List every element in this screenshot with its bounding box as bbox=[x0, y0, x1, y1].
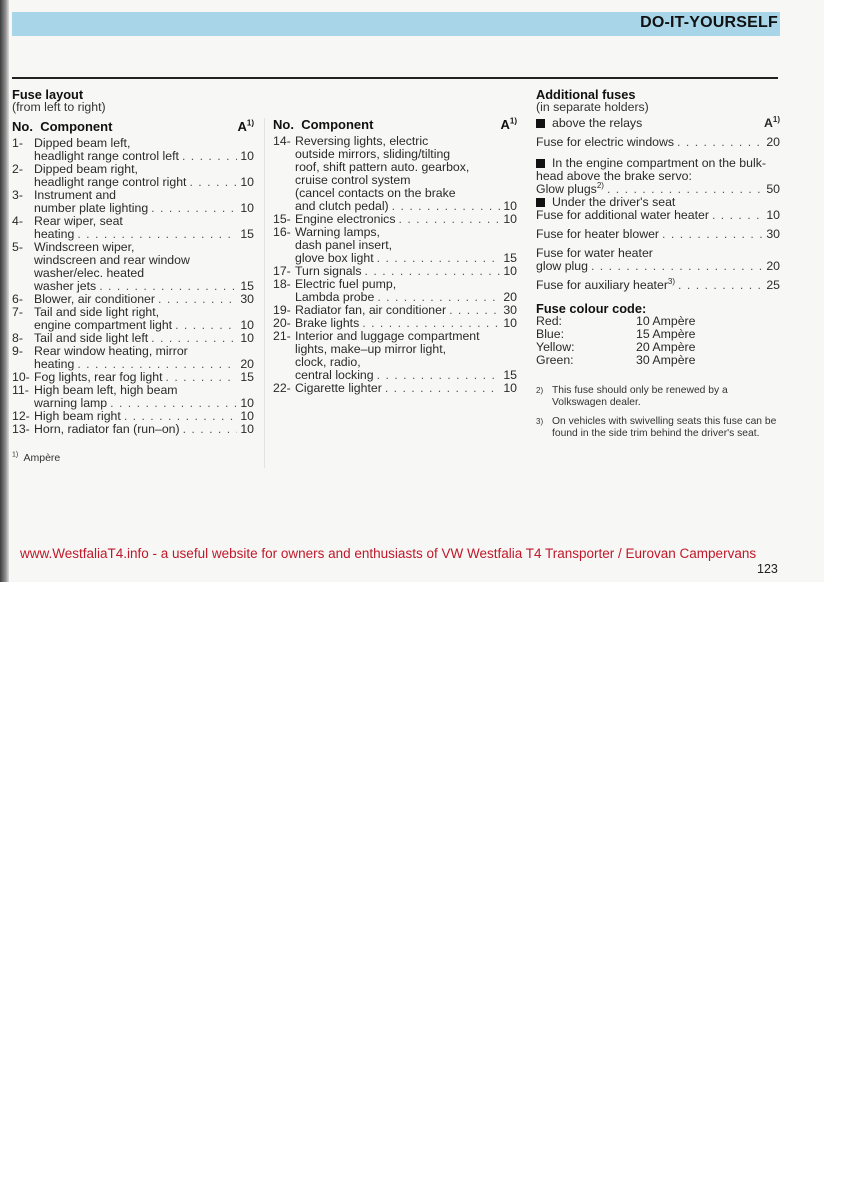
fuse-item bbox=[273, 278, 517, 304]
colour-code-title: Fuse colour code: bbox=[536, 301, 647, 316]
bullet-icon bbox=[536, 198, 545, 207]
aux-heater-amp: 25 bbox=[766, 278, 780, 292]
fuse-text-line: cruise control system bbox=[295, 173, 411, 187]
fuse-number: 18- bbox=[273, 277, 291, 291]
fuse-item bbox=[12, 384, 254, 410]
colour-name: Yellow: bbox=[536, 340, 575, 354]
fuse-number: 14- bbox=[273, 134, 291, 148]
footnote-text: Ampère bbox=[23, 452, 61, 464]
fuse-number: 1- bbox=[12, 136, 23, 150]
fuse-number: 9- bbox=[12, 344, 23, 358]
fuse-description bbox=[295, 226, 517, 265]
fuse-number: 3- bbox=[12, 188, 23, 202]
fuse-component: Horn, radiator fan (run–on) bbox=[34, 422, 180, 436]
fuse-component: and clutch pedal) bbox=[295, 199, 389, 213]
fuse-component: glove box light bbox=[295, 251, 374, 265]
bullet-icon bbox=[536, 119, 545, 128]
website-footer-link[interactable]: www.WestfaliaT4.info - a useful website for owners and enthusiasts of VW Westfalia T4 Transporter / Eurovan Campervans bbox=[20, 546, 757, 561]
fuse-list-left bbox=[12, 137, 254, 436]
fuse-description bbox=[295, 135, 517, 213]
fuse-component: High beam right bbox=[34, 409, 121, 423]
fuse-component: Radiator fan, air conditioner bbox=[295, 303, 447, 317]
header-amp-footnote: 1) bbox=[246, 118, 254, 128]
fuse-item bbox=[273, 330, 517, 382]
fuse-description bbox=[295, 278, 517, 304]
fuse-component: headlight range control left bbox=[34, 149, 179, 163]
additional-fuses-subtitle: (in separate holders) bbox=[536, 100, 649, 114]
engine-bay-label: In the engine compartment on the bulk-head above the brake servo: bbox=[536, 156, 766, 183]
fuse-component: warning lamp bbox=[34, 396, 108, 410]
fuse-row-heater-blower bbox=[536, 228, 780, 241]
bullet-icon bbox=[536, 159, 545, 168]
aux-heater-label: Fuse for auxiliary heater bbox=[536, 278, 668, 292]
leader-dots bbox=[398, 213, 500, 226]
fuse-rating: 10 bbox=[503, 316, 517, 330]
fuse-row-aux-heater bbox=[536, 276, 780, 292]
fuse-number: 15- bbox=[273, 212, 291, 226]
fuse-number: 21- bbox=[273, 329, 291, 343]
fuse-number: 22- bbox=[273, 381, 291, 395]
additional-fuses-title: Additional fuses bbox=[536, 87, 636, 102]
fuse-text-line: Dipped beam left, bbox=[34, 136, 131, 150]
fuse-number: 8- bbox=[12, 331, 23, 345]
water-heater-amp: 10 bbox=[766, 208, 780, 222]
fuse-rating: 10 bbox=[240, 409, 254, 423]
fuse-rating: 10 bbox=[240, 201, 254, 215]
fuse-number: 7- bbox=[12, 305, 23, 319]
footnote-ampere bbox=[12, 452, 254, 465]
fuse-item bbox=[12, 306, 254, 332]
fuse-text-line: (cancel contacts on the brake bbox=[295, 186, 456, 200]
fuse-text-line: washer/elec. heated bbox=[34, 266, 145, 280]
relays-label: above the relays bbox=[552, 116, 643, 130]
fuse-number: 4- bbox=[12, 214, 23, 228]
fuse-rating: 20 bbox=[240, 357, 254, 371]
fuse-component: Cigarette lighter bbox=[295, 381, 382, 395]
fuse-text-line: Rear window heating, mirror bbox=[34, 344, 188, 358]
header-label bbox=[273, 118, 373, 131]
header-amp-footnote: 1) bbox=[509, 116, 517, 126]
fuse-description bbox=[295, 382, 517, 395]
footnote-mark: 3) bbox=[536, 417, 544, 426]
footnote-text: This fuse should only be renewed by a Volkswagen dealer. bbox=[552, 385, 728, 408]
header-no: No. bbox=[12, 119, 33, 134]
fuse-number: 19- bbox=[273, 303, 291, 317]
header-amp-letter: A bbox=[237, 119, 247, 134]
leader-dots bbox=[677, 136, 763, 149]
aux-heater-label-wrap bbox=[536, 276, 676, 292]
fuse-item bbox=[12, 345, 254, 371]
fuse-component: number plate lighting bbox=[34, 201, 149, 215]
leader-dots bbox=[151, 202, 237, 215]
leader-dots bbox=[385, 382, 500, 395]
heater-blower-amp: 30 bbox=[766, 227, 780, 241]
fuse-layout-left-column bbox=[12, 88, 254, 465]
colour-name: Red: bbox=[536, 314, 562, 328]
fuse-rating: 10 bbox=[240, 149, 254, 163]
fuse-rating: 30 bbox=[240, 292, 254, 306]
fuse-text-line: High beam left, high beam bbox=[34, 383, 178, 397]
colour-code-row bbox=[536, 354, 780, 367]
relays-heading bbox=[536, 114, 780, 130]
fuse-list-right bbox=[273, 135, 517, 395]
fuse-rating: 10 bbox=[503, 381, 517, 395]
fuse-layout-subtitle: (from left to right) bbox=[12, 100, 106, 114]
leader-dots bbox=[158, 293, 237, 306]
drivers-seat-label: Under the driver's seat bbox=[552, 195, 676, 209]
additional-amp-letter: A bbox=[763, 116, 773, 130]
fuse-description bbox=[34, 384, 254, 410]
fuse-description bbox=[34, 306, 254, 332]
fuse-description bbox=[34, 423, 254, 436]
leader-dots bbox=[189, 176, 237, 189]
table-header bbox=[12, 120, 254, 133]
footnote-item bbox=[536, 385, 780, 409]
fuse-component: Engine electronics bbox=[295, 212, 396, 226]
leader-dots bbox=[183, 423, 237, 436]
fuse-component: heating bbox=[34, 227, 75, 241]
leader-dots bbox=[377, 369, 500, 382]
additional-amp-header bbox=[763, 114, 780, 130]
fuse-text-line: lights, make–up mirror light, bbox=[295, 342, 447, 356]
fuse-description bbox=[34, 137, 254, 163]
footnote-mark: 1) bbox=[12, 451, 19, 459]
fuse-component: Turn signals bbox=[295, 264, 362, 278]
glow-plugs-label: Glow plugs bbox=[536, 182, 597, 196]
colour-rating: 15 Ampère bbox=[636, 327, 696, 341]
fuse-number: 2- bbox=[12, 162, 23, 176]
header-rule bbox=[12, 77, 778, 79]
fuse-rating: 30 bbox=[503, 303, 517, 317]
electric-windows-amp: 20 bbox=[766, 135, 780, 149]
fuse-component: heating bbox=[34, 357, 75, 371]
fuse-rating: 10 bbox=[240, 396, 254, 410]
fuse-item bbox=[273, 382, 517, 395]
fuse-text-line: Warning lamps, bbox=[295, 225, 380, 239]
fuse-description bbox=[34, 163, 254, 189]
fuse-text-line: Dipped beam right, bbox=[34, 162, 138, 176]
section-title: DO-IT-YOURSELF bbox=[640, 14, 778, 31]
leader-dots bbox=[377, 252, 500, 265]
glow-plugs-amp: 50 bbox=[766, 182, 780, 196]
header-no: No. bbox=[273, 117, 294, 132]
fuse-component: Brake lights bbox=[295, 316, 360, 330]
fuse-description bbox=[295, 330, 517, 382]
fuse-description bbox=[34, 189, 254, 215]
fuse-item bbox=[12, 423, 254, 436]
fuse-rating: 15 bbox=[503, 251, 517, 265]
fuse-rating: 10 bbox=[240, 422, 254, 436]
table-header bbox=[273, 118, 517, 131]
fuse-component: engine compartment light bbox=[34, 318, 173, 332]
fuse-description bbox=[34, 241, 254, 293]
fuse-rating: 10 bbox=[503, 264, 517, 278]
fuse-rating: 10 bbox=[240, 175, 254, 189]
fuse-number: 6- bbox=[12, 292, 23, 306]
page-binding-shadow bbox=[0, 0, 9, 582]
fuse-last-line bbox=[34, 423, 254, 436]
fuse-description bbox=[34, 345, 254, 371]
leader-dots bbox=[110, 397, 237, 410]
engine-bay-heading bbox=[536, 157, 780, 183]
fuse-rating: 10 bbox=[240, 318, 254, 332]
colour-rating: 30 Ampère bbox=[636, 353, 696, 367]
fuse-rating: 10 bbox=[503, 212, 517, 226]
fuse-rating: 15 bbox=[240, 279, 254, 293]
fuse-item bbox=[273, 135, 517, 213]
fuse-layout-right-column bbox=[273, 118, 517, 395]
fuse-item bbox=[273, 226, 517, 265]
fuse-rating: 10 bbox=[240, 331, 254, 345]
fuse-component: headlight range control right bbox=[34, 175, 187, 189]
fuse-text-line: Rear wiper, seat bbox=[34, 214, 123, 228]
footnote-item bbox=[536, 416, 780, 440]
colour-name: Blue: bbox=[536, 327, 565, 341]
leader-dots bbox=[392, 200, 500, 213]
electric-windows-label: Fuse for electric windows bbox=[536, 135, 675, 149]
header-amp-letter: A bbox=[500, 117, 510, 132]
fuse-text-line: Instrument and bbox=[34, 188, 117, 202]
fuse-layout-title: Fuse layout bbox=[12, 87, 84, 102]
fuse-item bbox=[12, 163, 254, 189]
fuse-number: 16- bbox=[273, 225, 291, 239]
leader-dots bbox=[591, 260, 763, 273]
relays-label-wrap bbox=[536, 117, 642, 130]
leader-dots bbox=[712, 209, 763, 222]
fuse-text-line: Electric fuel pump, bbox=[295, 277, 397, 291]
colour-rating: 10 Ampère bbox=[636, 314, 696, 328]
additional-amp-footnote: 1) bbox=[772, 114, 780, 124]
fuse-component: washer jets bbox=[34, 279, 97, 293]
header-component: Component bbox=[301, 117, 374, 132]
water-heater-glow-line: Fuse for water heater bbox=[536, 246, 653, 260]
leader-dots bbox=[678, 279, 763, 292]
fuse-row-water-heater bbox=[536, 209, 780, 222]
fuse-rating: 10 bbox=[503, 199, 517, 213]
glow-plugs-footnote: 2) bbox=[596, 180, 604, 190]
glow-plug-label: glow plug bbox=[536, 259, 588, 273]
leader-dots bbox=[175, 319, 237, 332]
fuse-component: Lambda probe bbox=[295, 290, 375, 304]
fuse-component: central locking bbox=[295, 368, 374, 382]
fuse-rating: 20 bbox=[503, 290, 517, 304]
fuse-rating: 15 bbox=[240, 370, 254, 384]
glow-plug-amp: 20 bbox=[766, 259, 780, 273]
column-divider bbox=[264, 118, 265, 468]
fuse-text-line: clock, radio, bbox=[295, 355, 361, 369]
fuse-item bbox=[12, 189, 254, 215]
heater-blower-label: Fuse for heater blower bbox=[536, 227, 660, 241]
fuse-text-line: windscreen and rear window bbox=[34, 253, 190, 267]
fuse-text-line: outside mirrors, sliding/tilting bbox=[295, 147, 451, 161]
fuse-number: 17- bbox=[273, 264, 291, 278]
fuse-row-glow-plug bbox=[536, 260, 780, 273]
fuse-rating: 15 bbox=[503, 368, 517, 382]
fuse-row-electric-windows bbox=[536, 136, 780, 149]
colour-code-list bbox=[536, 315, 780, 367]
fuse-component: Blower, air conditioner bbox=[34, 292, 155, 306]
fuse-number: 13- bbox=[12, 422, 30, 436]
footnotes bbox=[536, 385, 780, 440]
fuse-last-line bbox=[295, 382, 517, 395]
fuse-description bbox=[34, 215, 254, 241]
fuse-text-line: dash panel insert, bbox=[295, 238, 393, 252]
fuse-text-line: Windscreen wiper, bbox=[34, 240, 135, 254]
fuse-component: Tail and side light left bbox=[34, 331, 149, 345]
fuse-text-line: Tail and side light right, bbox=[34, 305, 160, 319]
leader-dots bbox=[182, 150, 237, 163]
water-heater-label: Fuse for additional water heater bbox=[536, 208, 709, 222]
aux-heater-footnote: 3) bbox=[667, 276, 676, 286]
fuse-number: 20- bbox=[273, 316, 291, 330]
fuse-text-line: Interior and luggage compartment bbox=[295, 329, 480, 343]
fuse-item bbox=[12, 241, 254, 293]
header-amp bbox=[500, 118, 517, 131]
fuse-number: 12- bbox=[12, 409, 30, 423]
leader-dots bbox=[449, 304, 500, 317]
footnote-mark: 2) bbox=[536, 386, 544, 395]
fuse-number: 5- bbox=[12, 240, 23, 254]
fuse-text-line: roof, shift pattern auto. gearbox, bbox=[295, 160, 470, 174]
fuse-item bbox=[12, 215, 254, 241]
fuse-text-line: Reversing lights, electric bbox=[295, 134, 429, 148]
colour-rating: 20 Ampère bbox=[636, 340, 696, 354]
fuse-item bbox=[12, 137, 254, 163]
page-number: 123 bbox=[757, 562, 778, 576]
header-component: Component bbox=[40, 119, 113, 134]
header-amp bbox=[237, 120, 254, 133]
leader-dots bbox=[662, 228, 763, 241]
footnote-text: On vehicles with swivelling seats this fuse can be found in the side trim behind the driver's seat. bbox=[552, 416, 777, 439]
fuse-number: 11- bbox=[12, 383, 29, 397]
fuse-component: Fog lights, rear fog light bbox=[34, 370, 163, 384]
header-label bbox=[12, 120, 112, 133]
additional-fuses-column bbox=[536, 88, 780, 447]
fuse-rating: 15 bbox=[240, 227, 254, 241]
colour-name: Green: bbox=[536, 353, 574, 367]
fuse-number: 10- bbox=[12, 370, 30, 384]
